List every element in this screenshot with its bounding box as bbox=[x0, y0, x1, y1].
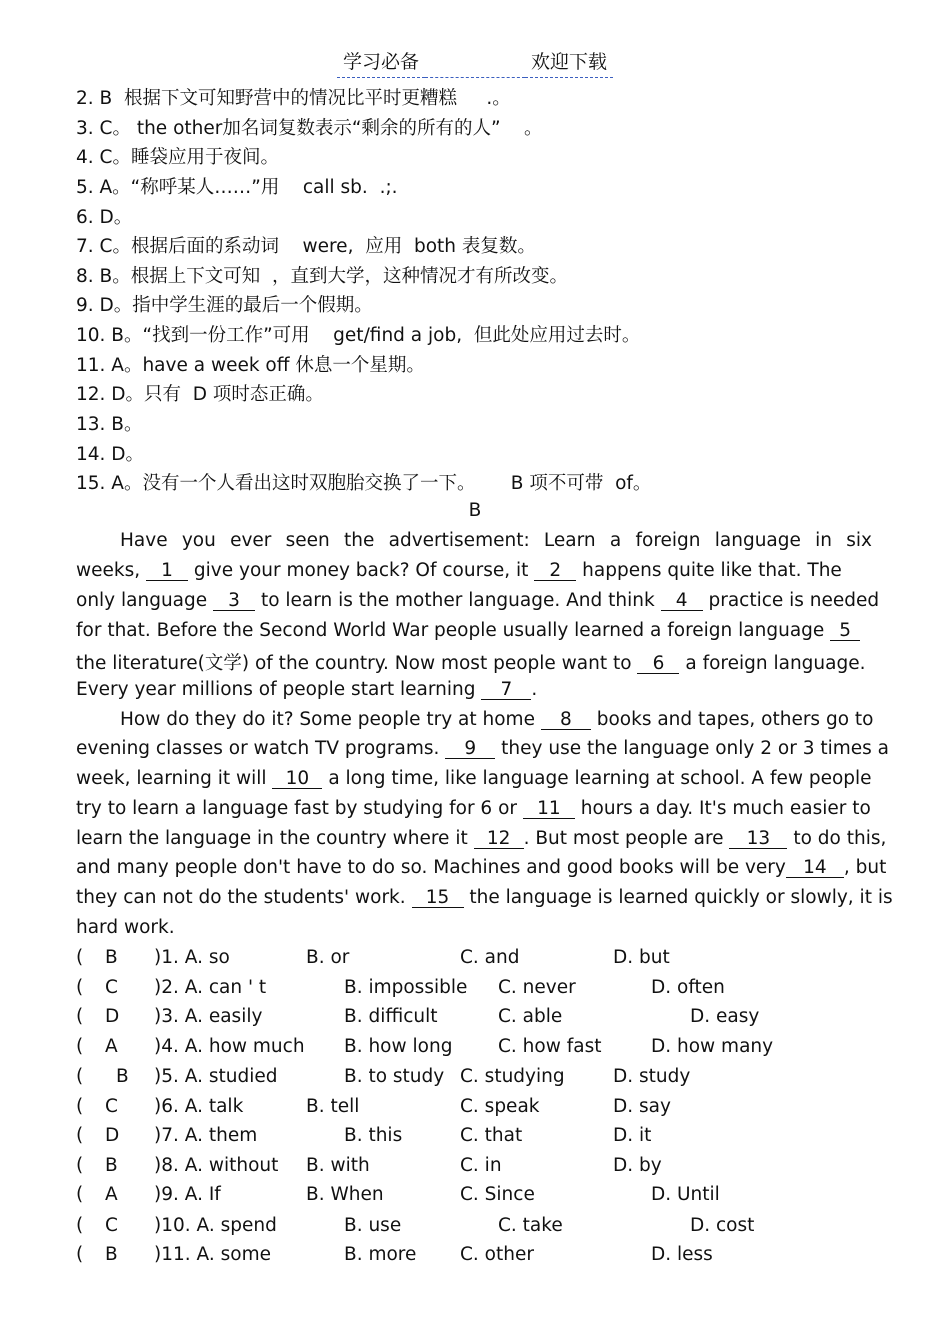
passage-line: hard work. bbox=[76, 917, 175, 938]
passage-text: , but bbox=[843, 857, 887, 878]
option-c: C. other bbox=[460, 1244, 534, 1265]
option-d: D. how many bbox=[651, 1036, 774, 1057]
blank-8: 8 bbox=[541, 711, 591, 730]
passage-line bbox=[120, 709, 880, 730]
option-c: C. studying bbox=[460, 1066, 565, 1087]
passage-text: books and tapes, others go to bbox=[596, 709, 874, 730]
blank-7: 7 bbox=[481, 681, 531, 700]
blank-2: 2 bbox=[534, 562, 576, 581]
passage-text: evening classes or watch TV programs. bbox=[76, 738, 440, 759]
option-b: B. with bbox=[306, 1155, 370, 1176]
passage-line bbox=[76, 679, 876, 700]
note-line: 11. A。have a week off 休息一个星期。 bbox=[76, 355, 425, 376]
header-left: 学习必备 bbox=[337, 47, 425, 78]
option-c: C. Since bbox=[460, 1184, 535, 1205]
option-a: )3. A. easily bbox=[154, 1006, 263, 1027]
option-a: )10. A. spend bbox=[154, 1215, 277, 1236]
option-d: D. Until bbox=[651, 1184, 720, 1205]
option-c: C. in bbox=[460, 1155, 502, 1176]
option-a: )8. A. without bbox=[154, 1155, 279, 1176]
option-b: B. difficult bbox=[344, 1006, 438, 1027]
section-title: B bbox=[468, 500, 482, 521]
question-row: ( B )8. A. without B. with C. in D. by bbox=[76, 1155, 662, 1176]
question-row: ( C )2. A. can ' t B. impossible C. never D. often bbox=[76, 977, 725, 998]
passage-text: give your money back? Of course, it bbox=[193, 560, 529, 581]
blank-6: 6 bbox=[637, 655, 679, 674]
passage-line bbox=[76, 857, 887, 878]
blank-12: 12 bbox=[474, 830, 524, 849]
passage-text: and many people don't have to do so. Machines and good books will be very bbox=[76, 857, 786, 878]
option-b: B. this bbox=[344, 1125, 403, 1146]
question-row: ( C )10. A. spend B. use C. take D. cost bbox=[76, 1215, 755, 1236]
note-line: 3. C。 the other加名词复数表示“剩余的所有的人” 。 bbox=[76, 118, 543, 139]
passage-line bbox=[76, 828, 887, 849]
note-line: 8. B。根据上下文可知 ，直到大学，这种情况才有所改变。 bbox=[76, 266, 568, 287]
blank-3: 3 bbox=[213, 592, 255, 611]
option-b: B. impossible bbox=[344, 977, 468, 998]
question-row: ( D )3. A. easily B. difficult C. able D. easy bbox=[76, 1006, 760, 1027]
passage-text: a long time, like language learning at school. A few people bbox=[328, 768, 872, 789]
option-a: )1. A. so bbox=[154, 947, 230, 968]
blank-5: 5 bbox=[830, 622, 860, 641]
option-d: D. but bbox=[613, 947, 670, 968]
blank-4: 4 bbox=[661, 592, 703, 611]
passage-text: the literature(文学) of the country. Now most people want to bbox=[76, 653, 632, 674]
option-d: D. by bbox=[613, 1155, 662, 1176]
option-a: )11. A. some bbox=[154, 1244, 271, 1265]
passage-line bbox=[76, 560, 876, 581]
question-row: ( B )1. A. so B. or C. and D. but bbox=[76, 947, 670, 968]
passage-line bbox=[76, 590, 880, 611]
note-line: 9. D。指中学生涯的最后一个假期。 bbox=[76, 295, 373, 316]
passage-text: week, learning it will bbox=[76, 768, 267, 789]
passage-text: for that. Before the Second World War people usually learned a foreign language bbox=[76, 620, 825, 641]
note-line: 10. B。“找到一份工作”可用 get/find a job, 但此处应用过去时。 bbox=[76, 325, 641, 346]
page-header bbox=[0, 47, 950, 78]
answer-letter: D bbox=[105, 1006, 120, 1027]
option-d: D. study bbox=[613, 1066, 691, 1087]
option-b: B. or bbox=[306, 947, 350, 968]
passage-line bbox=[76, 768, 876, 789]
blank-13: 13 bbox=[729, 830, 787, 849]
passage-text: the language is learned quickly or slowly, it is bbox=[469, 887, 893, 908]
passage-text: they use the language only 2 or 3 times a bbox=[501, 738, 890, 759]
note-line: 12. D。只有 D 项时态正确。 bbox=[76, 384, 324, 405]
passage-line bbox=[76, 620, 876, 641]
option-a: )6. A. talk bbox=[154, 1096, 244, 1117]
option-a: )2. A. can ' t bbox=[154, 977, 267, 998]
passage-text: weeks, bbox=[76, 560, 141, 581]
question-row: ( B )11. A. some B. more C. other D. less bbox=[76, 1244, 713, 1265]
option-d: D. say bbox=[613, 1096, 671, 1117]
option-b: B. tell bbox=[306, 1096, 360, 1117]
blank-10: 10 bbox=[272, 770, 322, 789]
note-line: 14. D。 bbox=[76, 444, 145, 465]
header-divider bbox=[425, 55, 525, 78]
note-line: 15. A。没有一个人看出这时双胞胎交换了一下。 B 项不可带 of。 bbox=[76, 473, 652, 494]
question-row: ( A )4. A. how much B. how long C. how fast D. how many bbox=[76, 1036, 774, 1057]
option-a: )7. A. them bbox=[154, 1125, 258, 1146]
passage-text: try to learn a language fast by studying for 6 or bbox=[76, 798, 518, 819]
question-row: ( D )7. A. them B. this C. that D. it bbox=[76, 1125, 652, 1146]
answer-letter: D bbox=[105, 1125, 120, 1146]
option-d: D. often bbox=[651, 977, 725, 998]
note-line: 2. B 根据下文可知野营中的情况比平时更糟糕 .。 bbox=[76, 88, 511, 109]
option-d: D. it bbox=[613, 1125, 652, 1146]
note-line: 13. B。 bbox=[76, 414, 143, 435]
passage-text: only language bbox=[76, 590, 208, 611]
passage-line: Have you ever seen the advertisement: Learn a foreign language in six bbox=[120, 530, 872, 551]
option-c: C. speak bbox=[460, 1096, 540, 1117]
option-b: B. When bbox=[306, 1184, 384, 1205]
option-c: C. never bbox=[498, 977, 576, 998]
blank-11: 11 bbox=[523, 800, 575, 819]
header-right: 欢迎下载 bbox=[525, 47, 613, 78]
answer-letter: C bbox=[105, 977, 118, 998]
option-c: C. and bbox=[460, 947, 520, 968]
option-a: )9. A. If bbox=[154, 1184, 221, 1205]
answer-letter: B bbox=[116, 1066, 129, 1087]
passage-text: to learn is the mother language. And think bbox=[260, 590, 655, 611]
question-row: ( A )9. A. If B. When C. Since D. Until bbox=[76, 1184, 720, 1205]
option-b: B. use bbox=[344, 1215, 402, 1236]
passage-text: happens quite like that. The bbox=[582, 560, 842, 581]
option-d: D. less bbox=[651, 1244, 713, 1265]
option-b: B. to study bbox=[344, 1066, 445, 1087]
passage-text: learn the language in the country where it bbox=[76, 828, 468, 849]
answer-letter: A bbox=[105, 1184, 118, 1205]
answer-letter: A bbox=[105, 1036, 118, 1057]
passage-text: they can not do the students' work. bbox=[76, 887, 406, 908]
passage-line bbox=[76, 887, 893, 908]
passage-line bbox=[76, 798, 876, 819]
option-a: )4. A. how much bbox=[154, 1036, 305, 1057]
answer-letter: C bbox=[105, 1215, 118, 1236]
blank-9: 9 bbox=[445, 740, 495, 759]
blank-1: 1 bbox=[146, 562, 188, 581]
option-d: D. easy bbox=[690, 1006, 760, 1027]
passage-line bbox=[76, 649, 876, 675]
answer-letter: B bbox=[105, 947, 118, 968]
option-c: C. how fast bbox=[498, 1036, 602, 1057]
option-b: B. how long bbox=[344, 1036, 453, 1057]
note-line: 5. A。“称呼某人……”用 call sb. .;. bbox=[76, 177, 398, 198]
passage-text: How do they do it? Some people try at home bbox=[120, 709, 535, 730]
option-c: C. able bbox=[498, 1006, 563, 1027]
answer-letter: B bbox=[105, 1244, 118, 1265]
passage-text: to do this, bbox=[793, 828, 887, 849]
question-row: ( C )6. A. talk B. tell C. speak D. say bbox=[76, 1096, 671, 1117]
blank-15: 15 bbox=[412, 889, 464, 908]
option-b: B. more bbox=[344, 1244, 417, 1265]
option-c: C. take bbox=[498, 1215, 563, 1236]
option-c: C. that bbox=[460, 1125, 523, 1146]
passage-text: a foreign language. bbox=[685, 653, 866, 674]
answer-letter: C bbox=[105, 1096, 118, 1117]
passage-text: hours a day. It's much easier to bbox=[580, 798, 871, 819]
note-line: 7. C。根据后面的系动词 were, 应用 both 表复数。 bbox=[76, 236, 536, 257]
passage-text: . But most people are bbox=[523, 828, 724, 849]
passage-text: . bbox=[531, 679, 538, 700]
note-line: 4. C。睡袋应用于夜间。 bbox=[76, 147, 279, 168]
option-a: )5. A. studied bbox=[154, 1066, 278, 1087]
note-line: 6. D。 bbox=[76, 207, 133, 228]
passage-text: practice is needed bbox=[708, 590, 880, 611]
passage-line bbox=[76, 738, 890, 759]
answer-letter: B bbox=[105, 1155, 118, 1176]
passage-text: Every year millions of people start learning bbox=[76, 679, 476, 700]
blank-14: 14 bbox=[786, 859, 844, 878]
question-row: ( B )5. A. studied B. to study C. studying D. study bbox=[76, 1066, 691, 1087]
option-d: D. cost bbox=[690, 1215, 755, 1236]
